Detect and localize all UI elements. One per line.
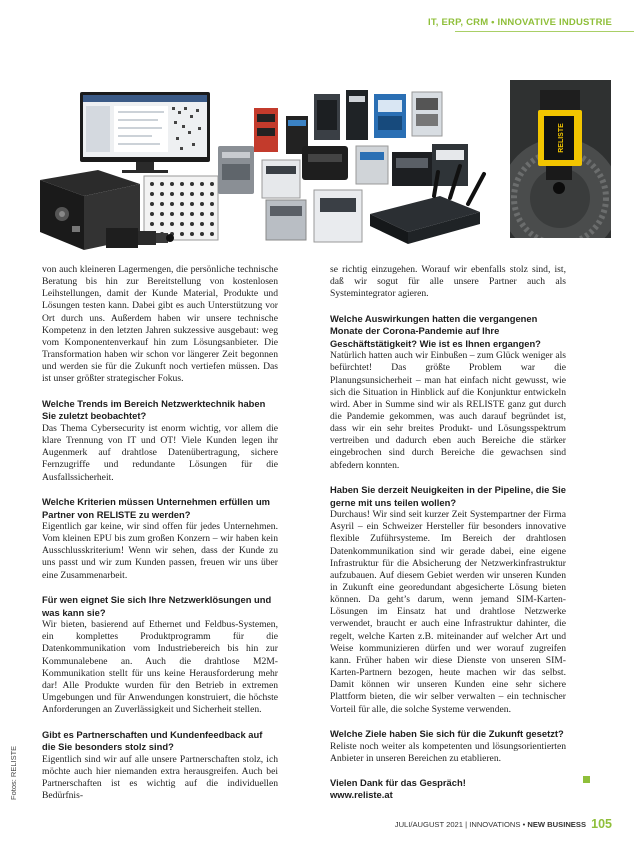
qa-block [330,728,566,765]
question-heading: Gibt es Partnerschaften und Kundenfeedback auf die Sie besonders stolz sind? [42,728,263,753]
footer-issue: JULI/AUGUST 2021 [394,820,463,829]
gateway-icon [302,146,348,180]
answer-text: Wir bieten, basierend auf Ethernet und Feldbus-Systemen, ein komplettes Produktprogramm für die Datenkommunikation vom Industriebereich bis hin zur Kommunalebene an. Auch die drahtlose M2M-Kommunikation stellt für uns keine Herausforderung mehr dar! Alle Produkte wurden für den Betrieb in extremen Umgebungen und für Anwendungen konstruiert, die höchste Anforderungen an Zuverlässigkeit und Sicherheit stellen. [42,619,278,716]
camera-icon [106,228,138,248]
module-icon [314,190,362,242]
answer-text: Das Thema Cybersecurity ist enorm wichtig, vor allem die klare Trennung von IT und OT! Viele Kunden legen ihr Augenmerk auf drahtlose Datenübertragung, sichere Fernzugriffe und redundante Lösungen für die Ausfallssicherheit. [42,422,278,483]
footer-magazine: NEW BUSINESS [527,820,587,829]
footer-bullet: • [522,820,526,829]
website-link[interactable]: www.reliste.at [330,789,393,801]
right-intro: se richtig einzugehen. Worauf wir ebenfalls stolz sind, ist, daß wir sogut für alle unsere Partner auch als Systemintegrator agieren. [330,264,566,300]
answer-text: Durchaus! Wir sind seit kurzer Zeit Systempartner der Firma Asyril – ein Schweizer Hersteller für besonders innovative flexible Zuführsysteme. Im Bereich der drahtlosen Datenkommunikation sind wir gerade dabei, eine eigene Infrastruktur für die Absicherung der Netzwerkinfrastruktur aufzubauen. Auf diesem Gebiet werden wir unseren Kunden in Zukunft eine georedundant abgesicherte Lösung bieten können. Da geht’s darum, wenn jemand SIM-Karten-Lösungen im Einsatz hat und drahtlose Netzwerke verwendet, braucht er auch eine Infrastruktur dahinter, die regelt, welche Karten z.B. miteinander auf welcher Art und Weise kommunizieren dürfen und wer worauf zugreifen kann. Früher haben wir diese Dienste von unseren SIM-Karten-Partnern bezogen, heute machen wir das selbst. Damit können wir unseren Kunden eine sehr sichere Plattform bieten, die wir selber verwalten – ein technischer Vorteil für alle, die solche Systeme verwenden. [330,509,566,715]
end-mark [583,776,590,783]
answer-text: Eigentlich gar keine, wir sind offen für jedes Unternehmen. Vom kleinen EPU bis zum großen Konzern – wir haben kein Ausschlusskriterium! Wenn wir sehen, dass der Kunde zu uns passt und wir zum Kunden passen, freuen wir uns über eine Zusammenarbeit. [42,520,278,581]
section-tag: IT, ERP, CRM • INNOVATIVE INDUSTRIE [428,17,612,28]
thanks-line: Vielen Dank für das Gespräch! [330,776,466,788]
answer-text: Eigentlich sind wir auf alle unsere Partnerschaften stolz, ich möchte auch hier niemanden extra herausgreifen. Auch bei Partnerschaften ist es wichtig auf die individuellen Bedürfnis- [42,753,278,802]
question-heading: Welche Ziele haben Sie sich für die Zukunft gesetzt? [330,728,564,740]
media-converter-icon [262,160,300,198]
page-footer [395,817,612,831]
question-heading: Welche Auswirkungen hatten die vergangenen Monate der Corona-Pandemie auf Ihre Geschäftstätigkeit? Wie ist es Ihnen ergangen? [330,312,541,349]
question-heading: Haben Sie derzeit Neuigkeiten in der Pipeline, die Sie gerne mit uns teilen wollen? [330,484,567,508]
right-column [330,264,566,801]
question-heading: Welche Trends im Bereich Netzwerktechnik haben Sie zuletzt beobachtet? [42,398,266,422]
footer-publication: INNOVATIONS [469,820,521,829]
question-heading: Für wen eignet Sie sich Ihre Netzwerklösungen und was kann sie? [42,594,272,618]
page-number: 105 [591,817,612,831]
switch-icon [356,146,388,184]
qa-block [330,313,566,472]
qa-block [42,729,278,802]
photo-credit: Fotos: RELISTE [9,745,18,800]
qa-block [42,496,278,582]
brand-mark: RELISTE [558,123,565,153]
camera-sensor-photo [510,80,611,238]
answer-text: Reliste noch weiter als kompetenten und lösungsorientierten Anbieter in unseren Bereichen zu etablieren. [330,740,566,764]
footer-separator: | [465,820,468,829]
left-intro: von auch kleineren Lagermengen, die persönliche technische Beratung bis hin zur Bereitstellung von kostenlosen Leihstellungen, damit der Kunde Material, Produkte und Lösungen testen kann. Dabei gibt es auch Unterstützung vor Ort durch uns. Außerdem haben wir unsere technische Kompetenz in den letzten Jahren sukzessive ausgebaut: weg vom Komponentenverkauf hin zum Lösungsanbieter. Die Transformation haben wir schon vor längerer Zeit begonnen und werden sie für die Zukunft noch vertiefen müssen. Das ist unser größter strategischer Fokus. [42,264,278,385]
header-rule [455,31,634,32]
question-heading: Welche Kriterien müssen Unternehmen erfüllen um Partner von RELISTE zu werden? [42,496,271,520]
left-column [42,264,278,802]
answer-text: Natürlich hatten auch wir Einbußen – zum Glück weniger als befürchtet! Das größte Problem war die Planungsunsicherheit – man hat einfach nicht gewusst, wie sich die Situation in Hinblick auf die Konjunktur entwickeln wird. Aber in Summe sind wir als RELISTE ganz gut durch die Pandemie gekommen, was auch darauf begründet ist, dass wir ein sehr breites Produkt- und Lösungsspektrum vertreiben und dadurch eben auch Bereiche die stärker eingebrochen sind durch Bereiche die gewachsen sind abfedern konnten. [330,350,566,471]
product-photo [40,80,498,256]
switch-icon [392,152,432,186]
qa-block [330,484,566,715]
qa-block [42,398,278,484]
qa-block [42,594,278,716]
